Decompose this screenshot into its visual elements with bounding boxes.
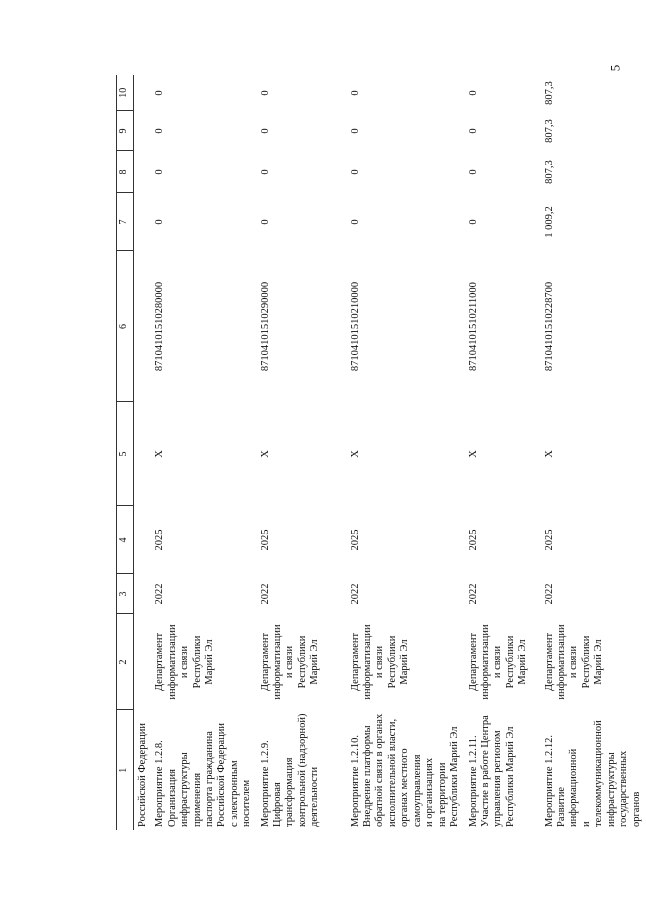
amount-col8: 0 [349,169,361,175]
col-header-9: 9 [117,111,134,151]
amount-col8: 0 [259,169,271,175]
executor: Департамент информатизации и связи Республики Марий Эл [543,624,605,700]
amount-col7: 0 [154,219,166,225]
amount-col7: 1 009,2 [543,206,555,238]
amount-col9: 0 [259,128,271,134]
end-year: 2025 [543,529,555,551]
col-header-8: 8 [117,151,134,193]
start-year: 2022 [154,583,166,605]
grbs-mark: X [543,450,555,458]
header-row [117,75,134,830]
section-row [134,75,152,830]
grbs-mark: X [349,450,361,458]
grbs-mark: X [259,450,271,458]
budget-code: 87104101510210000 [349,281,361,372]
amount-col9: 0 [154,128,166,134]
amount-col10: 807,3 [543,81,555,105]
end-year: 2025 [349,529,361,551]
col-header-5: 5 [117,402,134,506]
executor: Департамент информатизации и связи Республики Марий Эл [259,624,321,700]
table-row [541,75,646,830]
budget-code: 87104101510211000 [467,282,479,371]
grbs-mark: X [154,450,166,458]
col-header-4: 4 [117,506,134,574]
executor: Департамент информатизации и связи Республики Марий Эл [349,624,411,700]
budget-table [116,75,642,830]
start-year: 2022 [259,583,271,605]
measure-name: Мероприятие 1.2.12. Развитие информационной и телекоммуникационной инфраструктуры государственных органов [543,720,642,827]
amount-col10: 0 [154,90,166,96]
measure-name: Мероприятие 1.2.9. Цифровая трансформация контрольной (надзорной) деятельности [259,713,321,827]
budget-code: 87104101510290000 [259,281,271,372]
end-year: 2025 [467,529,479,551]
measure-name: Мероприятие 1.2.10. Внедрение платформы обратной связи в органах исполнительной власти, органах местного самоуправления и организациях на территории Республики Марий Эл [349,713,460,827]
table-row [151,75,256,830]
amount-col10: 0 [349,90,361,96]
grbs-mark: X [467,450,479,458]
page-number: 5 [607,64,623,72]
measure-name: Мероприятие 1.2.8. Организация инфраструктуры применения паспорта гражданина Российской Федерации с электронным носителем [154,723,253,827]
col-header-6: 6 [117,251,134,402]
amount-col10: 0 [259,90,271,96]
table-row [257,75,347,830]
end-year: 2025 [154,529,166,551]
col-header-7: 7 [117,193,134,251]
amount-col7: 0 [467,219,479,225]
measure-name: Мероприятие 1.2.11. Участие в работе Центра управления регионом Республики Марий Эл [467,715,516,827]
section-title: Российской Федерации [137,723,148,827]
amount-col7: 0 [259,219,271,225]
col-header-3: 3 [117,574,134,614]
start-year: 2022 [543,583,555,605]
amount-col9: 0 [349,128,361,134]
amount-col9: 0 [467,128,479,134]
amount-col8: 0 [154,169,166,175]
start-year: 2022 [467,583,479,605]
amount-col9: 807,3 [543,119,555,143]
amount-col7: 0 [349,219,361,225]
budget-code: 87104101510280000 [154,281,166,372]
col-header-10: 10 [117,75,134,111]
executor: Департамент информатизации и связи Республики Марий Эл [467,624,529,700]
executor: Департамент информатизации и связи Республики Марий Эл [154,624,216,700]
amount-col8: 807,3 [543,160,555,184]
col-header-1: 1 [117,710,134,830]
end-year: 2025 [259,529,271,551]
amount-col8: 0 [467,169,479,175]
budget-code: 87104101510228700 [543,281,555,372]
col-header-2: 2 [117,614,134,710]
table-row [347,75,465,830]
start-year: 2022 [349,583,361,605]
table-row [465,75,541,830]
amount-col10: 0 [467,90,479,96]
